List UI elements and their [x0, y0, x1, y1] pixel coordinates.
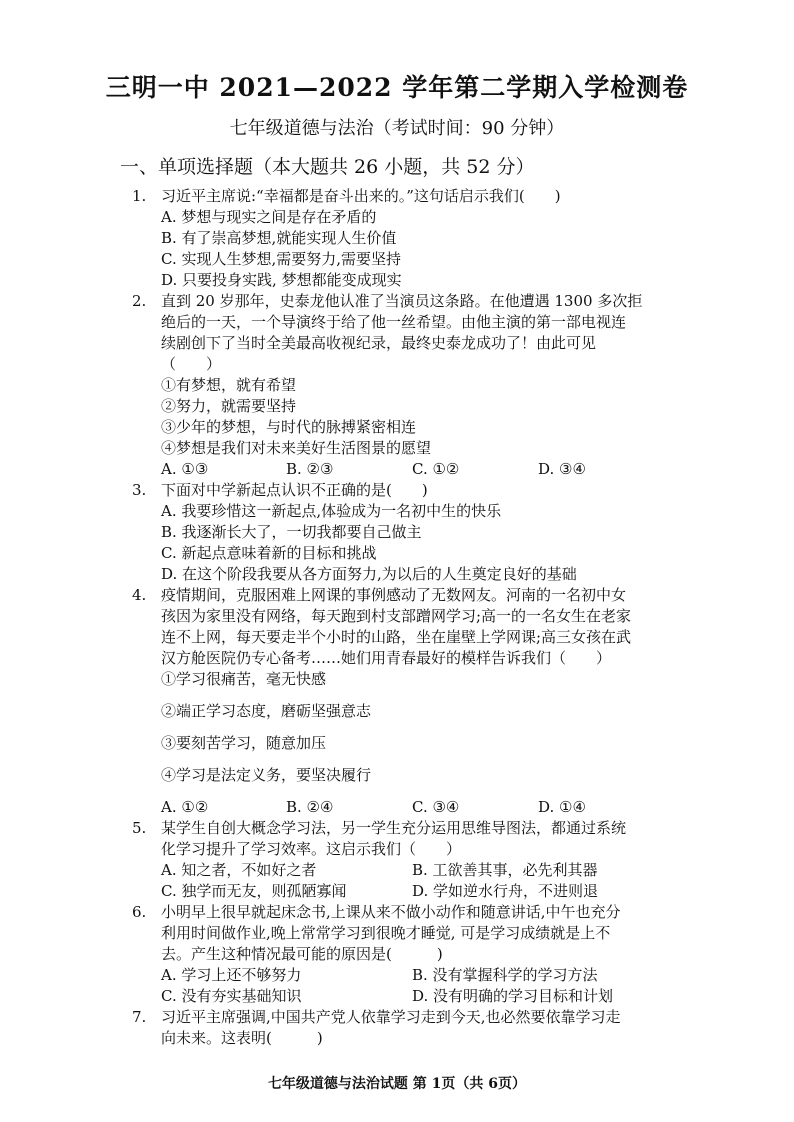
question-stem: [0, 585, 794, 606]
question-number: 1.: [132, 187, 147, 205]
question-number: 4.: [132, 586, 147, 604]
stem-line: 去。产生这种情况最可能的原因是( ): [161, 945, 443, 963]
choice-row: [0, 797, 794, 818]
choice-a: A. 知之者，不如好之者: [161, 861, 317, 879]
question-stem: [0, 1007, 794, 1028]
choice-b: B. ②③: [286, 460, 334, 478]
option-a: A. 我要珍惜这一新起点,体验成为一名初中生的快乐: [161, 502, 502, 520]
choice-row: [0, 459, 794, 480]
stem-line: 向未来。这表明( ): [161, 1029, 323, 1047]
statement-4: ④梦想是我们对未来美好生活图景的愿望: [161, 439, 432, 457]
stem-line: 利用时间做作业,晚上常常学习到很晚才睡觉, 可是学习成绩就是上不: [161, 924, 611, 942]
stem-line: 绝后的一天，一个导演终于给了他一丝希望。由他主演的第一部电视连: [161, 313, 627, 331]
question-number: 3.: [132, 481, 147, 499]
option-b: B. 我逐渐长大了，一切我都要自己做主: [161, 523, 422, 541]
choice-a: A. ①②: [161, 798, 209, 816]
choice-b: B. 没有掌握科学的学习方法: [412, 966, 598, 984]
page-footer: 七年级道德与法治试题 第 1页（共 6页）: [267, 1076, 527, 1092]
stem-line: 化学习提升了学习效率。这启示我们（ ）: [161, 840, 462, 858]
choice-d: D. 没有明确的学习目标和计划: [412, 987, 614, 1005]
option-b: B. 有了崇高梦想,就能实现人生价值: [161, 229, 397, 247]
question-list: [0, 186, 794, 1049]
stem-line: 直到 20 岁那年，史泰龙他认准了当演员这条路。在他遭遇 1300 多次拒: [161, 292, 643, 310]
choice-a: A. ①③: [161, 460, 209, 478]
question-6: [0, 902, 794, 1007]
question-stem: [0, 291, 794, 312]
stem-line: 习近平主席说:“幸福都是奋斗出来的。”这句话启示我们( ): [161, 187, 561, 205]
choice-c: C. ①②: [412, 460, 460, 478]
choice-c: C. ③④: [412, 798, 460, 816]
question-2: [0, 291, 794, 480]
question-4: [0, 585, 794, 818]
stem-line: 汉方舱医院仍专心备考……她们用青春最好的模样告诉我们（ ）: [161, 649, 612, 667]
choice-d: D. ①④: [538, 798, 586, 816]
option-a: A. 梦想与现实之间是存在矛盾的: [161, 208, 377, 226]
option-c: C. 实现人生梦想,需要努力,需要坚持: [161, 250, 402, 268]
choice-b: B. ②④: [286, 798, 334, 816]
exam-subtitle: 七年级道德与法治（考试时间：90 分钟）: [229, 118, 565, 139]
answer-bracket: （ ）: [161, 355, 222, 373]
statement-2: ②端正学习态度，磨砺坚强意志: [161, 702, 372, 720]
stem-line: 孩因为家里没有网络，每天跑到村支部蹭网学习;高一的一名女生在老家: [161, 607, 632, 625]
question-stem: [0, 186, 794, 207]
choice-row: [0, 860, 794, 881]
question-number: 6.: [132, 903, 147, 921]
stem-line: 续剧创下了当时全美最高收视纪录，最终史泰龙成功了！由此可见: [161, 334, 597, 352]
question-number: 5.: [132, 819, 147, 837]
statement-3: ③要刻苦学习，随意加压: [161, 734, 327, 752]
question-5: [0, 818, 794, 902]
stem-line: 下面对中学新起点认识不正确的是( ): [161, 481, 428, 499]
exam-title: 三明一中 2021—2022 学年第二学期入学检测卷: [105, 73, 689, 102]
choice-d: D. ③④: [538, 460, 586, 478]
statement-4: ④学习是法定义务，要坚决履行: [161, 766, 372, 784]
section-heading: 一、单项选择题（本大题共 26 小题，共 52 分）: [120, 156, 535, 178]
choice-row: [0, 986, 794, 1007]
question-1: [0, 186, 794, 291]
option-c: C. 新起点意味着新的目标和挑战: [161, 544, 377, 562]
choice-a: A. 学习上还不够努力: [161, 966, 302, 984]
option-d: D. 在这个阶段我要从各方面努力,为以后的人生奠定良好的基础: [161, 565, 577, 583]
choice-d: D. 学如逆水行舟，不进则退: [412, 882, 599, 900]
choice-row: [0, 965, 794, 986]
choice-c: C. 没有夯实基础知识: [161, 987, 302, 1005]
stem-line: 连不上网，每天要走半个小时的山路，坐在崖壁上学网课;高三女孩在武: [161, 628, 632, 646]
statement-1: ①学习很痛苦，毫无快感: [161, 670, 327, 688]
stem-line: 某学生自创大概念学习法，另一学生充分运用思维导图法，都通过系统: [161, 819, 627, 837]
statement-3: ③少年的梦想，与时代的脉搏紧密相连: [161, 418, 417, 436]
stem-line: 小明早上很早就起床念书,上课从来不做小动作和随意讲话,中午也充分: [161, 903, 621, 921]
question-3: [0, 480, 794, 585]
option-d: D. 只要投身实践, 梦想都能变成现实: [161, 271, 402, 289]
question-number: 7.: [132, 1008, 147, 1026]
question-7: [0, 1007, 794, 1049]
choice-b: B. 工欲善其事，必先利其器: [412, 861, 598, 879]
choice-row: [0, 881, 794, 902]
question-stem: [0, 818, 794, 839]
stem-line: 疫情期间，克服困难上网课的事例感动了无数网友。河南的一名初中女: [161, 586, 627, 604]
question-number: 2.: [132, 292, 147, 310]
statement-1: ①有梦想，就有希望: [161, 376, 297, 394]
statement-2: ②努力，就需要坚持: [161, 397, 297, 415]
choice-c: C. 独学而无友，则孤陋寡闻: [161, 882, 347, 900]
question-stem: [0, 480, 794, 501]
question-stem: [0, 902, 794, 923]
stem-line: 习近平主席强调,中国共产党人依靠学习走到今天,也必然要依靠学习走: [161, 1008, 621, 1026]
